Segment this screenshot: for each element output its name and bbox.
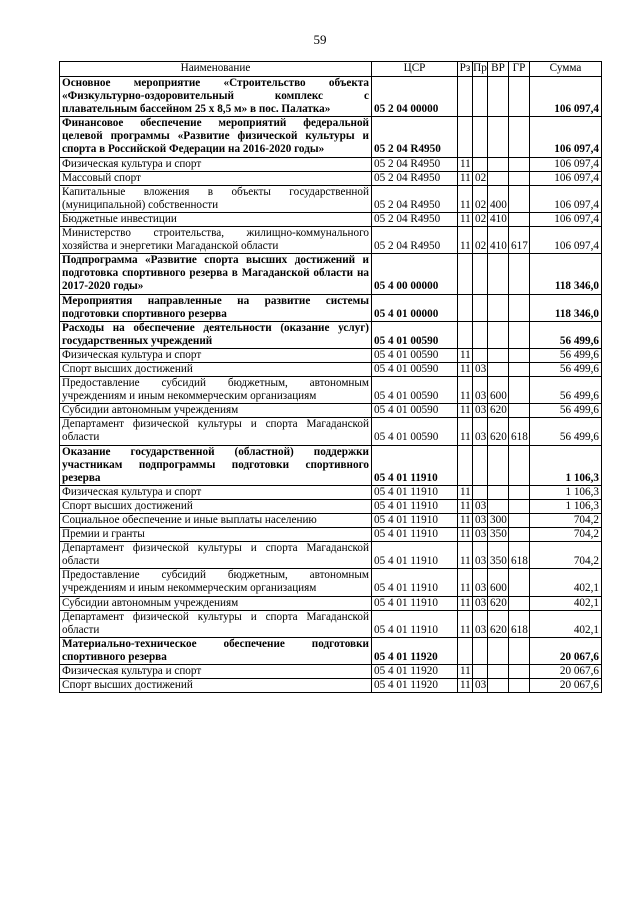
cell-rz: 11: [458, 596, 473, 610]
cell-rz: 11: [458, 157, 473, 171]
cell-sum: 704,2: [530, 514, 602, 528]
table-row: [60, 294, 602, 321]
cell-gr: [509, 404, 530, 418]
table-row: [60, 445, 602, 485]
cell-rz: [458, 294, 473, 321]
cell-name: Физическая культура и спорт: [60, 485, 372, 499]
cell-vr: [488, 499, 509, 513]
cell-csr: 05 4 01 11910: [372, 485, 458, 499]
cell-csr: 05 4 01 00590: [372, 377, 458, 404]
cell-pr: 03: [473, 499, 488, 513]
cell-name: Физическая культура и спорт: [60, 157, 372, 171]
cell-gr: [509, 569, 530, 596]
cell-name: Спорт высших достижений: [60, 362, 372, 376]
cell-name: Предоставление субсидий бюджетным, автономным учреждениям и иным некоммерческим организациям: [60, 377, 372, 404]
cell-sum: 402,1: [530, 569, 602, 596]
cell-vr: [488, 485, 509, 499]
cell-vr: [488, 348, 509, 362]
cell-csr: 05 4 01 11920: [372, 679, 458, 693]
cell-pr: 03: [473, 679, 488, 693]
table-row: [60, 348, 602, 362]
cell-vr: 410: [488, 212, 509, 226]
cell-name: Предоставление субсидий бюджетным, автономным учреждениям и иным некоммерческим организациям: [60, 569, 372, 596]
cell-sum: 1 106,3: [530, 485, 602, 499]
cell-pr: 02: [473, 185, 488, 212]
cell-csr: 05 4 00 00000: [372, 254, 458, 294]
cell-rz: [458, 637, 473, 664]
cell-csr: 05 4 01 11910: [372, 569, 458, 596]
cell-vr: 300: [488, 514, 509, 528]
column-header-gr: ГР: [509, 62, 530, 77]
table-body: [60, 77, 602, 693]
cell-sum: 106 097,4: [530, 227, 602, 254]
cell-gr: [509, 294, 530, 321]
cell-vr: [488, 294, 509, 321]
cell-gr: [509, 212, 530, 226]
cell-name: Министерство строительства, жилищно-коммунального хозяйства и энергетики Магаданской области: [60, 227, 372, 254]
cell-vr: [488, 637, 509, 664]
cell-pr: 02: [473, 212, 488, 226]
cell-sum: 106 097,4: [530, 171, 602, 185]
cell-csr: 05 4 01 11910: [372, 610, 458, 637]
cell-name: Оказание государственной (областной) поддержки участникам подпрограммы подготовки спортивного резерва: [60, 445, 372, 485]
cell-pr: 03: [473, 404, 488, 418]
cell-gr: 618: [509, 418, 530, 445]
cell-sum: 106 097,4: [530, 185, 602, 212]
cell-vr: [488, 445, 509, 485]
cell-gr: [509, 348, 530, 362]
cell-pr: 02: [473, 171, 488, 185]
cell-csr: 05 4 01 11920: [372, 665, 458, 679]
cell-gr: [509, 321, 530, 348]
cell-pr: 02: [473, 227, 488, 254]
cell-sum: 106 097,4: [530, 212, 602, 226]
cell-vr: 350: [488, 528, 509, 542]
table-row: [60, 499, 602, 513]
cell-sum: 106 097,4: [530, 157, 602, 171]
table-row: [60, 418, 602, 445]
cell-sum: 106 097,4: [530, 77, 602, 117]
table-row: [60, 596, 602, 610]
cell-name: Физическая культура и спорт: [60, 665, 372, 679]
cell-gr: [509, 157, 530, 171]
cell-pr: [473, 294, 488, 321]
cell-sum: 106 097,4: [530, 117, 602, 157]
cell-csr: 05 4 01 11910: [372, 499, 458, 513]
table-row: [60, 569, 602, 596]
cell-name: Спорт высших достижений: [60, 499, 372, 513]
cell-sum: 402,1: [530, 596, 602, 610]
cell-name: Департамент физической культуры и спорта Магаданской области: [60, 542, 372, 569]
cell-rz: 11: [458, 348, 473, 362]
cell-rz: 11: [458, 404, 473, 418]
cell-pr: 03: [473, 610, 488, 637]
cell-name: Материально-техническое обеспечение подготовки спортивного резерва: [60, 637, 372, 664]
cell-csr: 05 2 04 R4950: [372, 227, 458, 254]
cell-gr: 618: [509, 610, 530, 637]
cell-gr: 618: [509, 542, 530, 569]
cell-rz: [458, 77, 473, 117]
budget-table: [59, 61, 602, 693]
cell-pr: [473, 77, 488, 117]
cell-vr: [488, 254, 509, 294]
cell-rz: 11: [458, 569, 473, 596]
cell-gr: 617: [509, 227, 530, 254]
cell-gr: [509, 362, 530, 376]
cell-pr: [473, 637, 488, 664]
cell-gr: [509, 665, 530, 679]
cell-rz: 11: [458, 485, 473, 499]
cell-rz: [458, 321, 473, 348]
cell-csr: 05 4 01 11920: [372, 637, 458, 664]
table-row: [60, 404, 602, 418]
cell-rz: 11: [458, 185, 473, 212]
cell-pr: [473, 665, 488, 679]
cell-rz: [458, 117, 473, 157]
cell-pr: 03: [473, 362, 488, 376]
cell-name: Спорт высших достижений: [60, 679, 372, 693]
table-row: [60, 362, 602, 376]
cell-name: Массовый спорт: [60, 171, 372, 185]
table-row: [60, 485, 602, 499]
cell-name: Субсидии автономным учреждениям: [60, 404, 372, 418]
cell-name: Субсидии автономным учреждениям: [60, 596, 372, 610]
column-header-vr: ВР: [488, 62, 509, 77]
cell-csr: 05 2 04 R4950: [372, 117, 458, 157]
cell-sum: 56 499,6: [530, 377, 602, 404]
cell-name: Физическая культура и спорт: [60, 348, 372, 362]
cell-gr: [509, 445, 530, 485]
cell-gr: [509, 514, 530, 528]
cell-sum: 56 499,6: [530, 348, 602, 362]
cell-vr: [488, 321, 509, 348]
cell-csr: 05 4 01 11910: [372, 514, 458, 528]
cell-vr: 620: [488, 610, 509, 637]
cell-name: Финансовое обеспечение мероприятий федеральной целевой программы «Развитие физической культуры и спорта в Российской Федерации на 2016-2020 годы»: [60, 117, 372, 157]
cell-name: Расходы на обеспечение деятельности (оказание услуг) государственных учреждений: [60, 321, 372, 348]
cell-pr: [473, 117, 488, 157]
cell-gr: [509, 637, 530, 664]
cell-rz: 11: [458, 679, 473, 693]
cell-pr: 03: [473, 377, 488, 404]
cell-rz: 11: [458, 377, 473, 404]
column-header-sum: Сумма: [530, 62, 602, 77]
cell-sum: 704,2: [530, 542, 602, 569]
cell-rz: 11: [458, 514, 473, 528]
cell-csr: 05 2 04 R4950: [372, 212, 458, 226]
cell-rz: 11: [458, 171, 473, 185]
table-row: [60, 212, 602, 226]
cell-sum: 56 499,6: [530, 404, 602, 418]
cell-rz: 11: [458, 212, 473, 226]
cell-sum: 118 346,0: [530, 254, 602, 294]
cell-vr: [488, 171, 509, 185]
cell-vr: [488, 117, 509, 157]
cell-gr: [509, 679, 530, 693]
cell-csr: 05 2 04 00000: [372, 77, 458, 117]
cell-gr: [509, 185, 530, 212]
cell-name: Основное мероприятие «Строительство объекта «Физкультурно-оздоровительный комплекс с плавательным бассейном 25 х 8,5 м» в пос. Палатка»: [60, 77, 372, 117]
cell-pr: [473, 445, 488, 485]
cell-sum: 56 499,6: [530, 362, 602, 376]
cell-vr: 400: [488, 185, 509, 212]
cell-pr: [473, 254, 488, 294]
table-row: [60, 157, 602, 171]
table-row: [60, 528, 602, 542]
table-row: [60, 610, 602, 637]
cell-vr: [488, 679, 509, 693]
cell-gr: [509, 254, 530, 294]
cell-gr: [509, 171, 530, 185]
cell-vr: 350: [488, 542, 509, 569]
cell-csr: 05 4 01 00590: [372, 321, 458, 348]
cell-pr: 03: [473, 514, 488, 528]
cell-sum: 704,2: [530, 528, 602, 542]
column-header-csr: ЦСР: [372, 62, 458, 77]
cell-pr: 03: [473, 542, 488, 569]
table-row: [60, 514, 602, 528]
table-header-row: [60, 62, 602, 77]
cell-gr: [509, 377, 530, 404]
cell-rz: [458, 445, 473, 485]
cell-gr: [509, 528, 530, 542]
table-row: [60, 77, 602, 117]
cell-csr: 05 4 01 11910: [372, 445, 458, 485]
cell-rz: 11: [458, 665, 473, 679]
cell-rz: 11: [458, 499, 473, 513]
cell-pr: 03: [473, 528, 488, 542]
cell-vr: 600: [488, 569, 509, 596]
cell-vr: 410: [488, 227, 509, 254]
table-row: [60, 637, 602, 664]
cell-csr: 05 4 01 00590: [372, 418, 458, 445]
cell-sum: 402,1: [530, 610, 602, 637]
cell-name: Мероприятия направленные на развитие системы подготовки спортивного резерва: [60, 294, 372, 321]
cell-csr: 05 4 01 00590: [372, 404, 458, 418]
cell-csr: 05 4 01 11910: [372, 596, 458, 610]
table-row: [60, 171, 602, 185]
cell-rz: 11: [458, 362, 473, 376]
table-row: [60, 254, 602, 294]
cell-gr: [509, 499, 530, 513]
cell-gr: [509, 77, 530, 117]
cell-gr: [509, 117, 530, 157]
cell-pr: [473, 321, 488, 348]
cell-name: Департамент физической культуры и спорта Магаданской области: [60, 610, 372, 637]
table-row: [60, 665, 602, 679]
cell-vr: [488, 665, 509, 679]
cell-vr: 620: [488, 404, 509, 418]
table-row: [60, 117, 602, 157]
cell-sum: 20 067,6: [530, 679, 602, 693]
page-number: 59: [313, 32, 327, 47]
column-header-name: Наименование: [60, 62, 372, 77]
cell-sum: 1 106,3: [530, 445, 602, 485]
cell-vr: 620: [488, 596, 509, 610]
cell-name: Департамент физической культуры и спорта Магаданской области: [60, 418, 372, 445]
cell-csr: 05 2 04 R4950: [372, 171, 458, 185]
cell-rz: 11: [458, 542, 473, 569]
table-row: [60, 377, 602, 404]
cell-csr: 05 4 01 00590: [372, 348, 458, 362]
column-header-pr: Пр: [473, 62, 488, 77]
table-row: [60, 227, 602, 254]
cell-pr: 03: [473, 569, 488, 596]
column-header-rz: Рз: [458, 62, 473, 77]
cell-csr: 05 2 04 R4950: [372, 185, 458, 212]
cell-csr: 05 4 01 11910: [372, 542, 458, 569]
cell-pr: 03: [473, 418, 488, 445]
cell-csr: 05 4 01 00590: [372, 362, 458, 376]
cell-name: Капитальные вложения в объекты государственной (муниципальной) собственности: [60, 185, 372, 212]
cell-pr: [473, 348, 488, 362]
table-row: [60, 679, 602, 693]
cell-gr: [509, 596, 530, 610]
cell-sum: 118 346,0: [530, 294, 602, 321]
cell-name: Премии и гранты: [60, 528, 372, 542]
table-row: [60, 321, 602, 348]
cell-sum: 20 067,6: [530, 637, 602, 664]
cell-rz: 11: [458, 528, 473, 542]
cell-sum: 20 067,6: [530, 665, 602, 679]
table-row: [60, 185, 602, 212]
cell-vr: 620: [488, 418, 509, 445]
cell-gr: [509, 485, 530, 499]
cell-vr: 600: [488, 377, 509, 404]
cell-rz: 11: [458, 610, 473, 637]
cell-pr: 03: [473, 596, 488, 610]
cell-rz: [458, 254, 473, 294]
cell-csr: 05 2 04 R4950: [372, 157, 458, 171]
cell-name: Бюджетные инвестиции: [60, 212, 372, 226]
cell-sum: 56 499,6: [530, 418, 602, 445]
cell-csr: 05 4 01 11910: [372, 528, 458, 542]
cell-sum: 56 499,6: [530, 321, 602, 348]
cell-rz: 11: [458, 227, 473, 254]
cell-name: Подпрограмма «Развитие спорта высших достижений и подготовка спортивного резерва в Магаданской области на 2017-2020 годы»: [60, 254, 372, 294]
cell-vr: [488, 362, 509, 376]
cell-vr: [488, 77, 509, 117]
cell-pr: [473, 485, 488, 499]
cell-name: Социальное обеспечение и иные выплаты населению: [60, 514, 372, 528]
cell-sum: 1 106,3: [530, 499, 602, 513]
cell-rz: 11: [458, 418, 473, 445]
table-row: [60, 542, 602, 569]
cell-pr: [473, 157, 488, 171]
cell-vr: [488, 157, 509, 171]
cell-csr: 05 4 01 00000: [372, 294, 458, 321]
